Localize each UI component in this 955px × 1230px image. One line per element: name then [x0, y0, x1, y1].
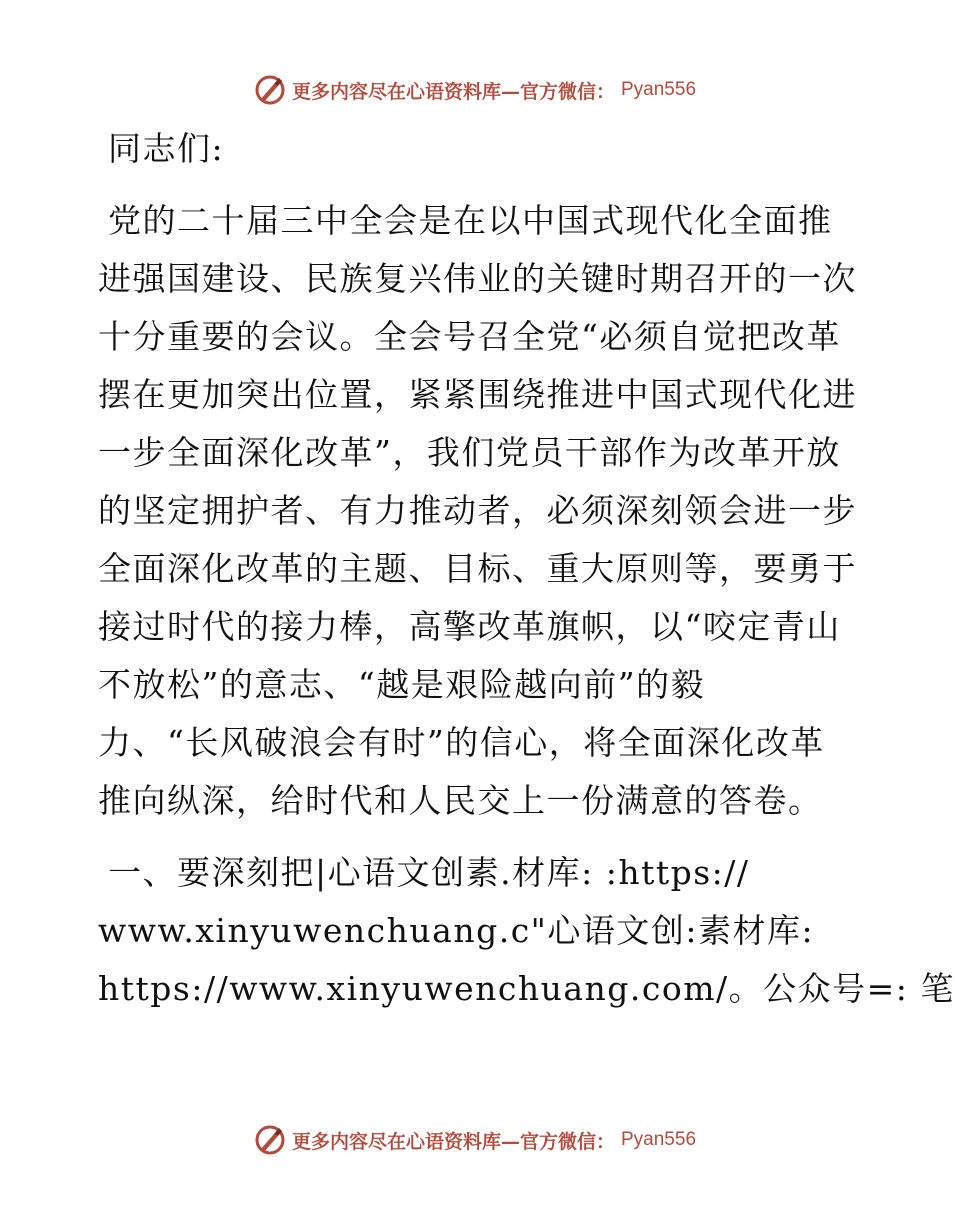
banner-account: Pyan556	[621, 79, 697, 100]
paragraph-line: 推向纵深，给时代和人民交上一份满意的答卷。	[98, 781, 823, 820]
greeting: 同志们:	[108, 129, 225, 168]
paragraph-line: 全面深化改革的主题、目标、重大原则等，要勇于	[98, 549, 857, 588]
banner-text: 更多内容尽在心语资料库—官方微信：	[291, 80, 615, 103]
paragraph-line: 接过时代的接力棒，高擎改革旗帜，以“咬定青山	[98, 607, 841, 646]
banner-account: Pyan556	[621, 1129, 697, 1150]
pen-logo-icon	[254, 74, 286, 106]
paragraph-line: 的坚定拥护者、有力推动者，必须深刻领会进一步	[98, 491, 857, 530]
header-banner	[0, 70, 950, 110]
paragraph-line: www.xinyuwenchuang.c"心语文创:素材库:	[98, 911, 815, 950]
paragraph-line: 摆在更加突出位置，紧紧围绕推进中国式现代化进	[98, 375, 857, 414]
paragraph-line: https://www.xinyuwenchuang.com/。公众号=: 笔	[98, 969, 955, 1008]
pen-logo-icon	[254, 1124, 286, 1156]
document-body	[98, 120, 955, 1018]
paragraph-line: 一、要深刻把|心语文创素.材库: :https://	[108, 853, 750, 892]
paragraph-line: 十分重要的会议。全会号召全党“必须自觉把改革	[98, 317, 841, 356]
paragraph-line: 一步全面深化改革”，我们党员干部作为改革开放	[98, 433, 841, 472]
paragraph-1	[98, 192, 857, 830]
paragraph-2	[98, 844, 955, 1018]
paragraph-line: 力、“长风破浪会有时”的信心，将全面深化改革	[98, 723, 825, 762]
paragraph-line: 党的二十届三中全会是在以中国式现代化全面推	[108, 201, 833, 240]
paragraph-line: 进强国建设、民族复兴伟业的关键时期召开的一次	[98, 259, 857, 298]
paragraph-line: 不放松”的意志、“越是艰险越向前”的毅	[98, 665, 706, 704]
footer-banner	[0, 1120, 950, 1160]
banner-text: 更多内容尽在心语资料库—官方微信：	[291, 1130, 615, 1153]
